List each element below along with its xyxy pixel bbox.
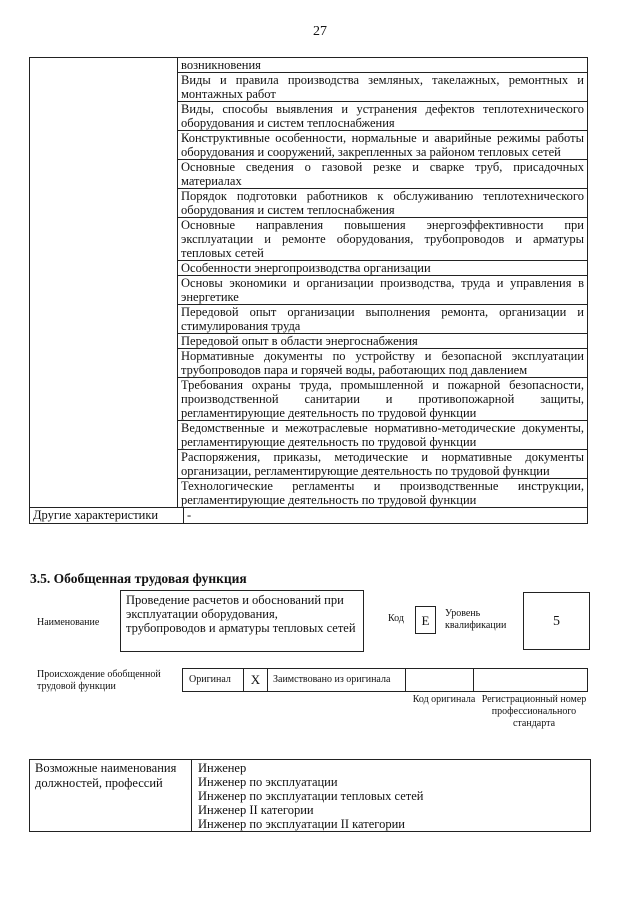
name-label: Наименование [37,617,100,628]
knowledge-items [178,58,587,507]
code-label: Код [388,613,404,624]
divider [405,669,406,691]
knowledge-item: Виды и правила производства земляных, такелажных, ремонтных и монтажных работ [178,73,587,102]
borrowed-label: Заимствовано из оригинала [273,674,391,685]
positions-label: Возможные наименования должностей, профессий [30,760,192,831]
other-characteristics-value: - [187,508,192,522]
page-number: 27 [313,24,327,39]
knowledge-left-column [30,58,178,507]
other-characteristics-row [30,507,587,523]
registration-number-caption: Регистрационный номер профессионального стандарта [481,694,587,729]
divider [267,669,268,691]
level-box: 5 [523,592,590,650]
position-item: Инженер II категории [198,803,314,817]
knowledge-item: Особенности энергопроизводства организации [178,261,587,276]
knowledge-item: Распоряжения, приказы, методические и нормативные документы организации, регламентирующие деятельность по трудовой функции [178,450,587,479]
knowledge-item: Порядок подготовки работников к обслуживанию теплотехнического оборудования и систем теплоснабжения [178,189,587,218]
function-name-box: Проведение расчетов и обоснований при эксплуатации оборудования, трубопроводов и арматуры тепловых сетей [120,590,364,652]
other-characteristics-label: Другие характеристики [30,508,184,523]
knowledge-item: Передовой опыт в области энергоснабжения [178,334,587,349]
original-mark: X [250,672,261,687]
position-item: Инженер по эксплуатации тепловых сетей [198,789,424,803]
original-label: Оригинал [189,674,231,685]
knowledge-table [29,57,588,524]
knowledge-rows [30,58,587,507]
knowledge-item: Основные сведения о газовой резке и сварке труб, присадочных материалах [178,160,587,189]
positions-list [192,760,590,831]
knowledge-item: Основы экономики и организации производства, труда и управления в энергетике [178,276,587,305]
knowledge-item: Передовой опыт организации выполнения ремонта, организации и стимулирования труда [178,305,587,334]
section-title: 3.5. Обобщенная трудовая функция [30,571,247,586]
knowledge-item: Ведомственные и межотраслевые нормативно-методические документы, регламентирующие деятельность по трудовой функции [178,421,587,450]
knowledge-item: Основные направления повышения энергоэффективности при эксплуатации и ремонте оборудования, трубопроводов и арматуры тепловых сетей [178,218,587,261]
code-box: E [415,606,436,634]
divider [473,669,474,691]
position-item: Инженер по эксплуатации II категории [198,817,405,831]
knowledge-item: Нормативные документы по устройству и безопасной эксплуатации трубопроводов пара и горячей воды, работающих под давлением [178,349,587,378]
knowledge-item: Технологические регламенты и производственные инструкции, регламентирующие деятельность по трудовой функции [181,479,584,507]
origin-box [182,668,588,692]
positions-table [29,759,591,832]
knowledge-item: Виды, способы выявления и устранения дефектов теплотехнического оборудования и систем теплоснабжения [178,102,587,131]
position-item: Инженер [198,761,247,775]
knowledge-item: Требования охраны труда, промышленной и пожарной безопасности, производственной санитарии и противопожарной защиты, регламентирующие деятельность по трудовой функции [178,378,587,421]
knowledge-item: Конструктивные особенности, нормальные и аварийные режимы работы оборудования и сооружений, закрепленных за районом тепловых сетей [178,131,587,160]
position-item: Инженер по эксплуатации [198,775,338,789]
level-label: Уровень квалификации [445,608,507,631]
origin-label: Происхождение обобщенной трудовой функции [37,669,161,692]
code-original-caption: Код оригинала [412,694,476,705]
knowledge-item: возникновения [178,58,587,73]
